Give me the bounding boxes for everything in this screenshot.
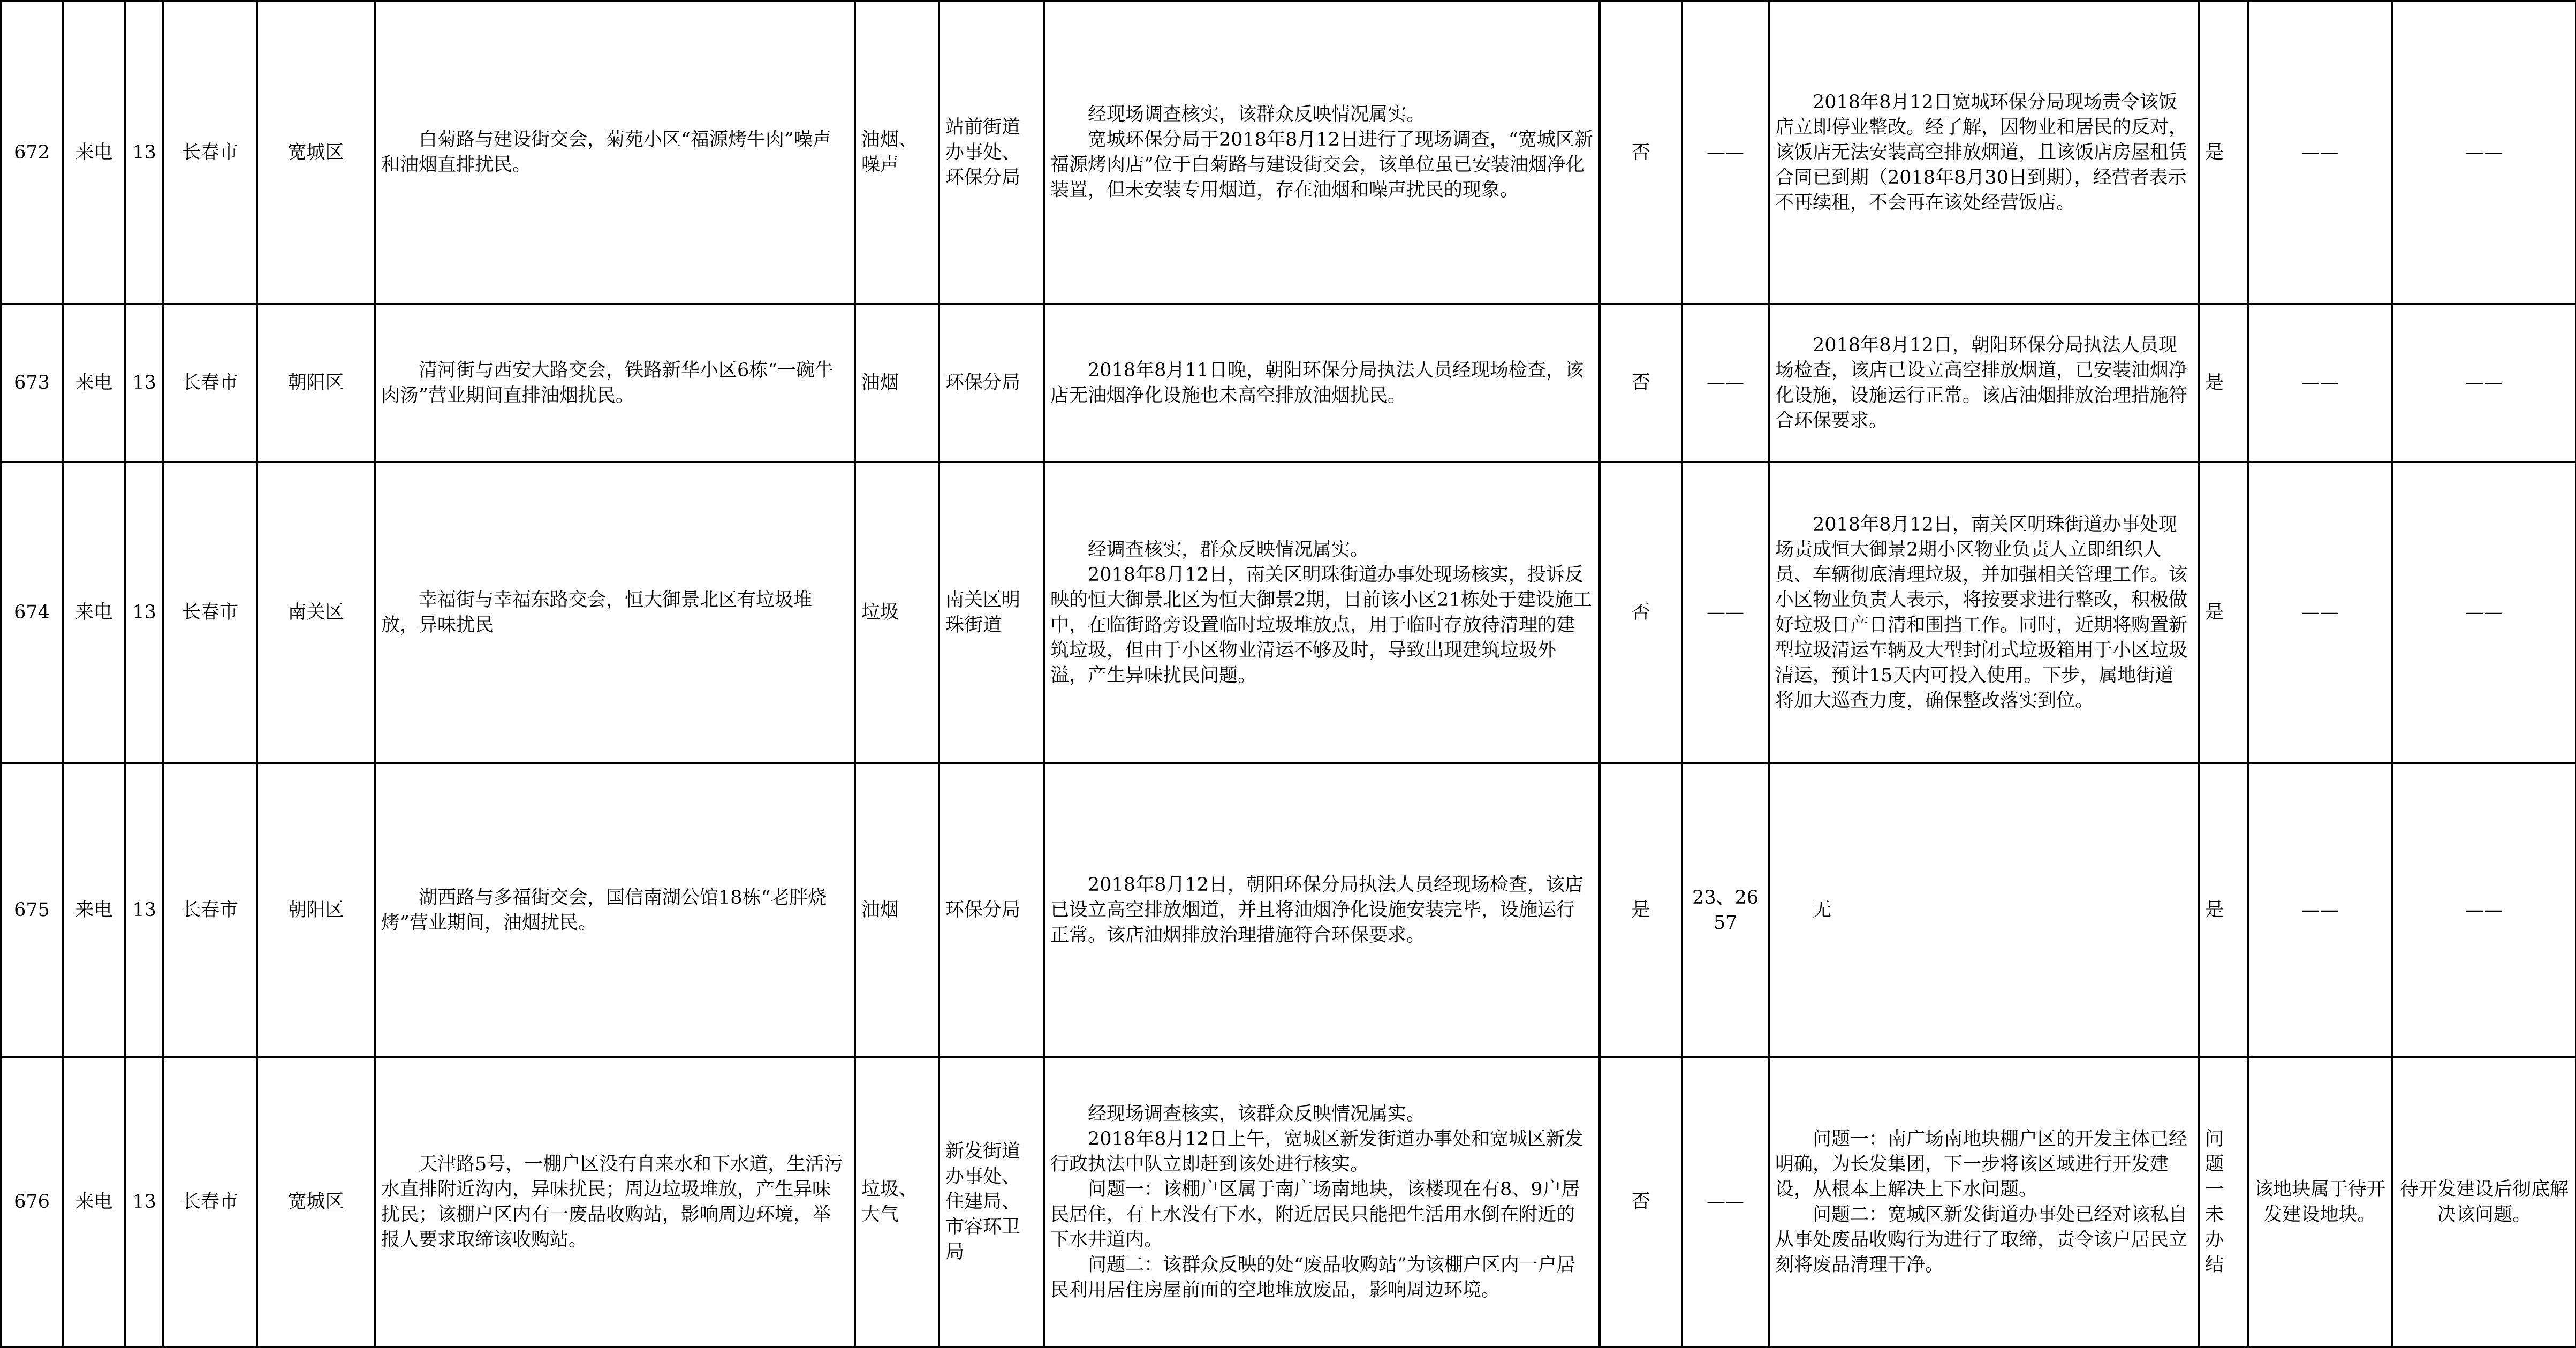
paragraph: 天津路5号，一棚户区没有自来水和下水道，生活污水直排附近沟内，异味扰民；周边垃圾堆放，产生异味扰民；该棚户区内有一废品收购站，影响周边环境，举报人要求取缔该收购站。 (381, 1153, 843, 1251)
cell-source: 来电 (63, 763, 125, 1057)
cell-repeat-number: —— (1682, 1, 1769, 304)
cell-district: 宽城区 (257, 1057, 375, 1347)
table-row (1, 462, 2576, 763)
cell-issue: —— (2248, 462, 2392, 763)
paragraph: 问题一：南广场南地块棚户区的开发主体已经明确，为长发集团，下一步将该区域进行开发建设，从根本上解决上下水问题。 (1775, 1128, 2188, 1200)
paragraph: 幸福街与幸福东路交会，恒大御景北区有垃圾堆放，异味扰民 (381, 589, 813, 636)
cell-pollution-type: 油烟 (855, 763, 939, 1057)
cell-repeat: 否 (1600, 1057, 1682, 1347)
cell-responsible-dept: 环保分局 (939, 304, 1044, 462)
cell-resolved: 是 (2199, 763, 2248, 1057)
table-row (1, 763, 2576, 1057)
cell-issue: 该地块属于待开发建设地块。 (2248, 1057, 2392, 1347)
paragraph: 2018年8月12日，朝阳环保分局执法人员经现场检查，该店已设立高空排放烟道，并且将油烟净化设施安装完毕，设施运行正常。该店油烟排放治理措施符合环保要求。 (1050, 874, 1584, 946)
cell-city: 长春市 (163, 1, 257, 304)
cell-pollution-type: 油烟、噪声 (855, 1, 939, 304)
cell-city: 长春市 (163, 462, 257, 763)
cell-plan: —— (2392, 304, 2576, 462)
cell-repeat-number: —— (1682, 1057, 1769, 1347)
cell-investigation (1044, 763, 1600, 1057)
cell-complaint (375, 763, 855, 1057)
cell-repeat: 否 (1600, 1, 1682, 304)
cell-repeat-number: —— (1682, 462, 1769, 763)
cell-district: 南关区 (257, 462, 375, 763)
cell-handling (1769, 1, 2199, 304)
cell-plan: —— (2392, 763, 2576, 1057)
cell-repeat: 是 (1600, 763, 1682, 1057)
cell-no: 672 (1, 1, 63, 304)
paragraph: 问题一：该棚户区属于南广场南地块，该楼现在有8、9户居民居住，有上水没有下水，附近居民只能把生活用水倒在附近的下水井道内。 (1050, 1178, 1580, 1251)
paragraph: 2018年8月12日，南关区明珠街道办事处现场责成恒大御景2期小区物业负责人立即组织人员、车辆彻底清理垃圾，并加强相关管理工作。该小区物业负责人表示，将按要求进行整改，积极做好垃圾日产日清和围挡工作。同时，近期将购置新型垃圾清运车辆及大型封闭式垃圾箱用于小区垃圾清运，预计15天内可投入使用。下步，属地街道将加大巡查力度，确保整改落实到位。 (1775, 513, 2188, 711)
cell-pollution-type: 垃圾、大气 (855, 1057, 939, 1347)
cell-resolved: 是 (2199, 1, 2248, 304)
cell-handling (1769, 462, 2199, 763)
cell-responsible-dept: 站前街道办事处、环保分局 (939, 1, 1044, 304)
paragraph: 问题二：该群众反映的处“废品收购站”为该棚户区内一户居民利用居住房屋前面的空地堆放废品，影响周边环境。 (1050, 1254, 1575, 1301)
cell-city: 长春市 (163, 1057, 257, 1347)
table-row (1, 1057, 2576, 1347)
cell-source: 来电 (63, 1057, 125, 1347)
paragraph: 2018年8月12日，南关区明珠街道办事处现场核实，投诉反映的恒大御景北区为恒大御景2期，目前该小区21栋处于建设施工中，在临街路旁设置临时垃圾堆放点，用于临时存放待清理的建筑垃圾，但由于小区物业清运不够及时，导致出现建筑垃圾外溢，产生异味扰民问题。 (1050, 564, 1592, 686)
cell-complaint (375, 1057, 855, 1347)
cell-issue: —— (2248, 763, 2392, 1057)
cell-repeat: 否 (1600, 462, 1682, 763)
cell-source: 来电 (63, 462, 125, 763)
cell-batch: 13 (125, 462, 163, 763)
cell-district: 朝阳区 (257, 304, 375, 462)
paragraph: 经调查核实，群众反映情况属实。 (1088, 539, 1369, 561)
cell-no: 676 (1, 1057, 63, 1347)
cell-no: 673 (1, 304, 63, 462)
cell-no: 674 (1, 462, 63, 763)
paragraph: 湖西路与多福街交会，国信南湖公馆18栋“老胖烧烤”营业期间，油烟扰民。 (381, 887, 827, 934)
cell-plan: 待开发建设后彻底解决该问题。 (2392, 1057, 2576, 1347)
cell-investigation (1044, 1057, 1600, 1347)
cell-responsible-dept: 新发街道办事处、住建局、市容环卫局 (939, 1057, 1044, 1347)
cell-resolved: 问题一未办结 (2199, 1057, 2248, 1347)
cell-resolved: 是 (2199, 304, 2248, 462)
cell-district: 宽城区 (257, 1, 375, 304)
cell-investigation (1044, 1, 1600, 304)
paragraph: 问题二：宽城区新发街道办事处已经对该私自从事处废品收购行为进行了取缔，责令该户居民立刻将废品清理干净。 (1775, 1203, 2188, 1276)
table-body (1, 1, 2576, 1347)
cell-handling (1769, 304, 2199, 462)
cell-city: 长春市 (163, 763, 257, 1057)
cell-city: 长春市 (163, 304, 257, 462)
cell-complaint (375, 1, 855, 304)
cell-resolved: 是 (2199, 462, 2248, 763)
cell-handling (1769, 1057, 2199, 1347)
paragraph: 经现场调查核实，该群众反映情况属实。 (1088, 104, 1426, 125)
paragraph: 清河街与西安大路交会，铁路新华小区6栋“一碗牛肉汤”营业期间直排油烟扰民。 (381, 359, 834, 406)
paragraph: 无 (1813, 899, 1832, 921)
paragraph: 宽城环保分局于2018年8月12日进行了现场调查，“宽城区新福源烤肉店”位于白菊路与建设街交会，该单位虽已安装油烟净化装置，但未安装专用烟道，存在油烟和噪声扰民的现象。 (1050, 129, 1593, 201)
cell-no: 675 (1, 763, 63, 1057)
cell-repeat-number: —— (1682, 304, 1769, 462)
cell-batch: 13 (125, 304, 163, 462)
cell-investigation (1044, 304, 1600, 462)
cell-plan: —— (2392, 1, 2576, 304)
cell-responsible-dept: 环保分局 (939, 763, 1044, 1057)
paragraph: 2018年8月12日上午，宽城区新发街道办事处和宽城区新发行政执法中队立即赶到该处进行核实。 (1050, 1128, 1584, 1175)
cell-complaint (375, 462, 855, 763)
table-row (1, 304, 2576, 462)
cell-repeat: 否 (1600, 304, 1682, 462)
cell-issue: —— (2248, 1, 2392, 304)
cell-source: 来电 (63, 1, 125, 304)
cell-pollution-type: 垃圾 (855, 462, 939, 763)
paragraph: 2018年8月11日晚，朝阳环保分局执法人员经现场检查，该店无油烟净化设施也未高空排放油烟扰民。 (1050, 359, 1584, 406)
cell-repeat-number: 23、2657 (1682, 763, 1769, 1057)
cell-issue: —— (2248, 304, 2392, 462)
cell-pollution-type: 油烟 (855, 304, 939, 462)
cell-responsible-dept: 南关区明珠街道 (939, 462, 1044, 763)
table-row (1, 1, 2576, 304)
paragraph: 2018年8月12日宽城环保分局现场责令该饭店立即停业整改。经了解，因物业和居民的反对，该饭店无法安装高空排放烟道，且该饭店房屋租赁合同已到期（2018年8月30日到期），经营者表示不再续租，不会再在该处经营饭店。 (1775, 91, 2188, 214)
paragraph: 2018年8月12日，朝阳环保分局执法人员现场检查，该店已设立高空排放烟道，已安装油烟净化设施，设施运行正常。该店油烟排放治理措施符合环保要求。 (1775, 334, 2188, 431)
cell-source: 来电 (63, 304, 125, 462)
paragraph: 经现场调查核实，该群众反映情况属实。 (1088, 1103, 1426, 1125)
cell-batch: 13 (125, 1057, 163, 1347)
cell-investigation (1044, 462, 1600, 763)
paragraph: 白菊路与建设街交会，菊苑小区“福源烤牛肉”噪声和油烟直排扰民。 (381, 129, 831, 176)
cell-complaint (375, 304, 855, 462)
cell-handling (1769, 763, 2199, 1057)
cell-batch: 13 (125, 763, 163, 1057)
cell-plan: —— (2392, 462, 2576, 763)
cell-batch: 13 (125, 1, 163, 304)
cell-district: 朝阳区 (257, 763, 375, 1057)
